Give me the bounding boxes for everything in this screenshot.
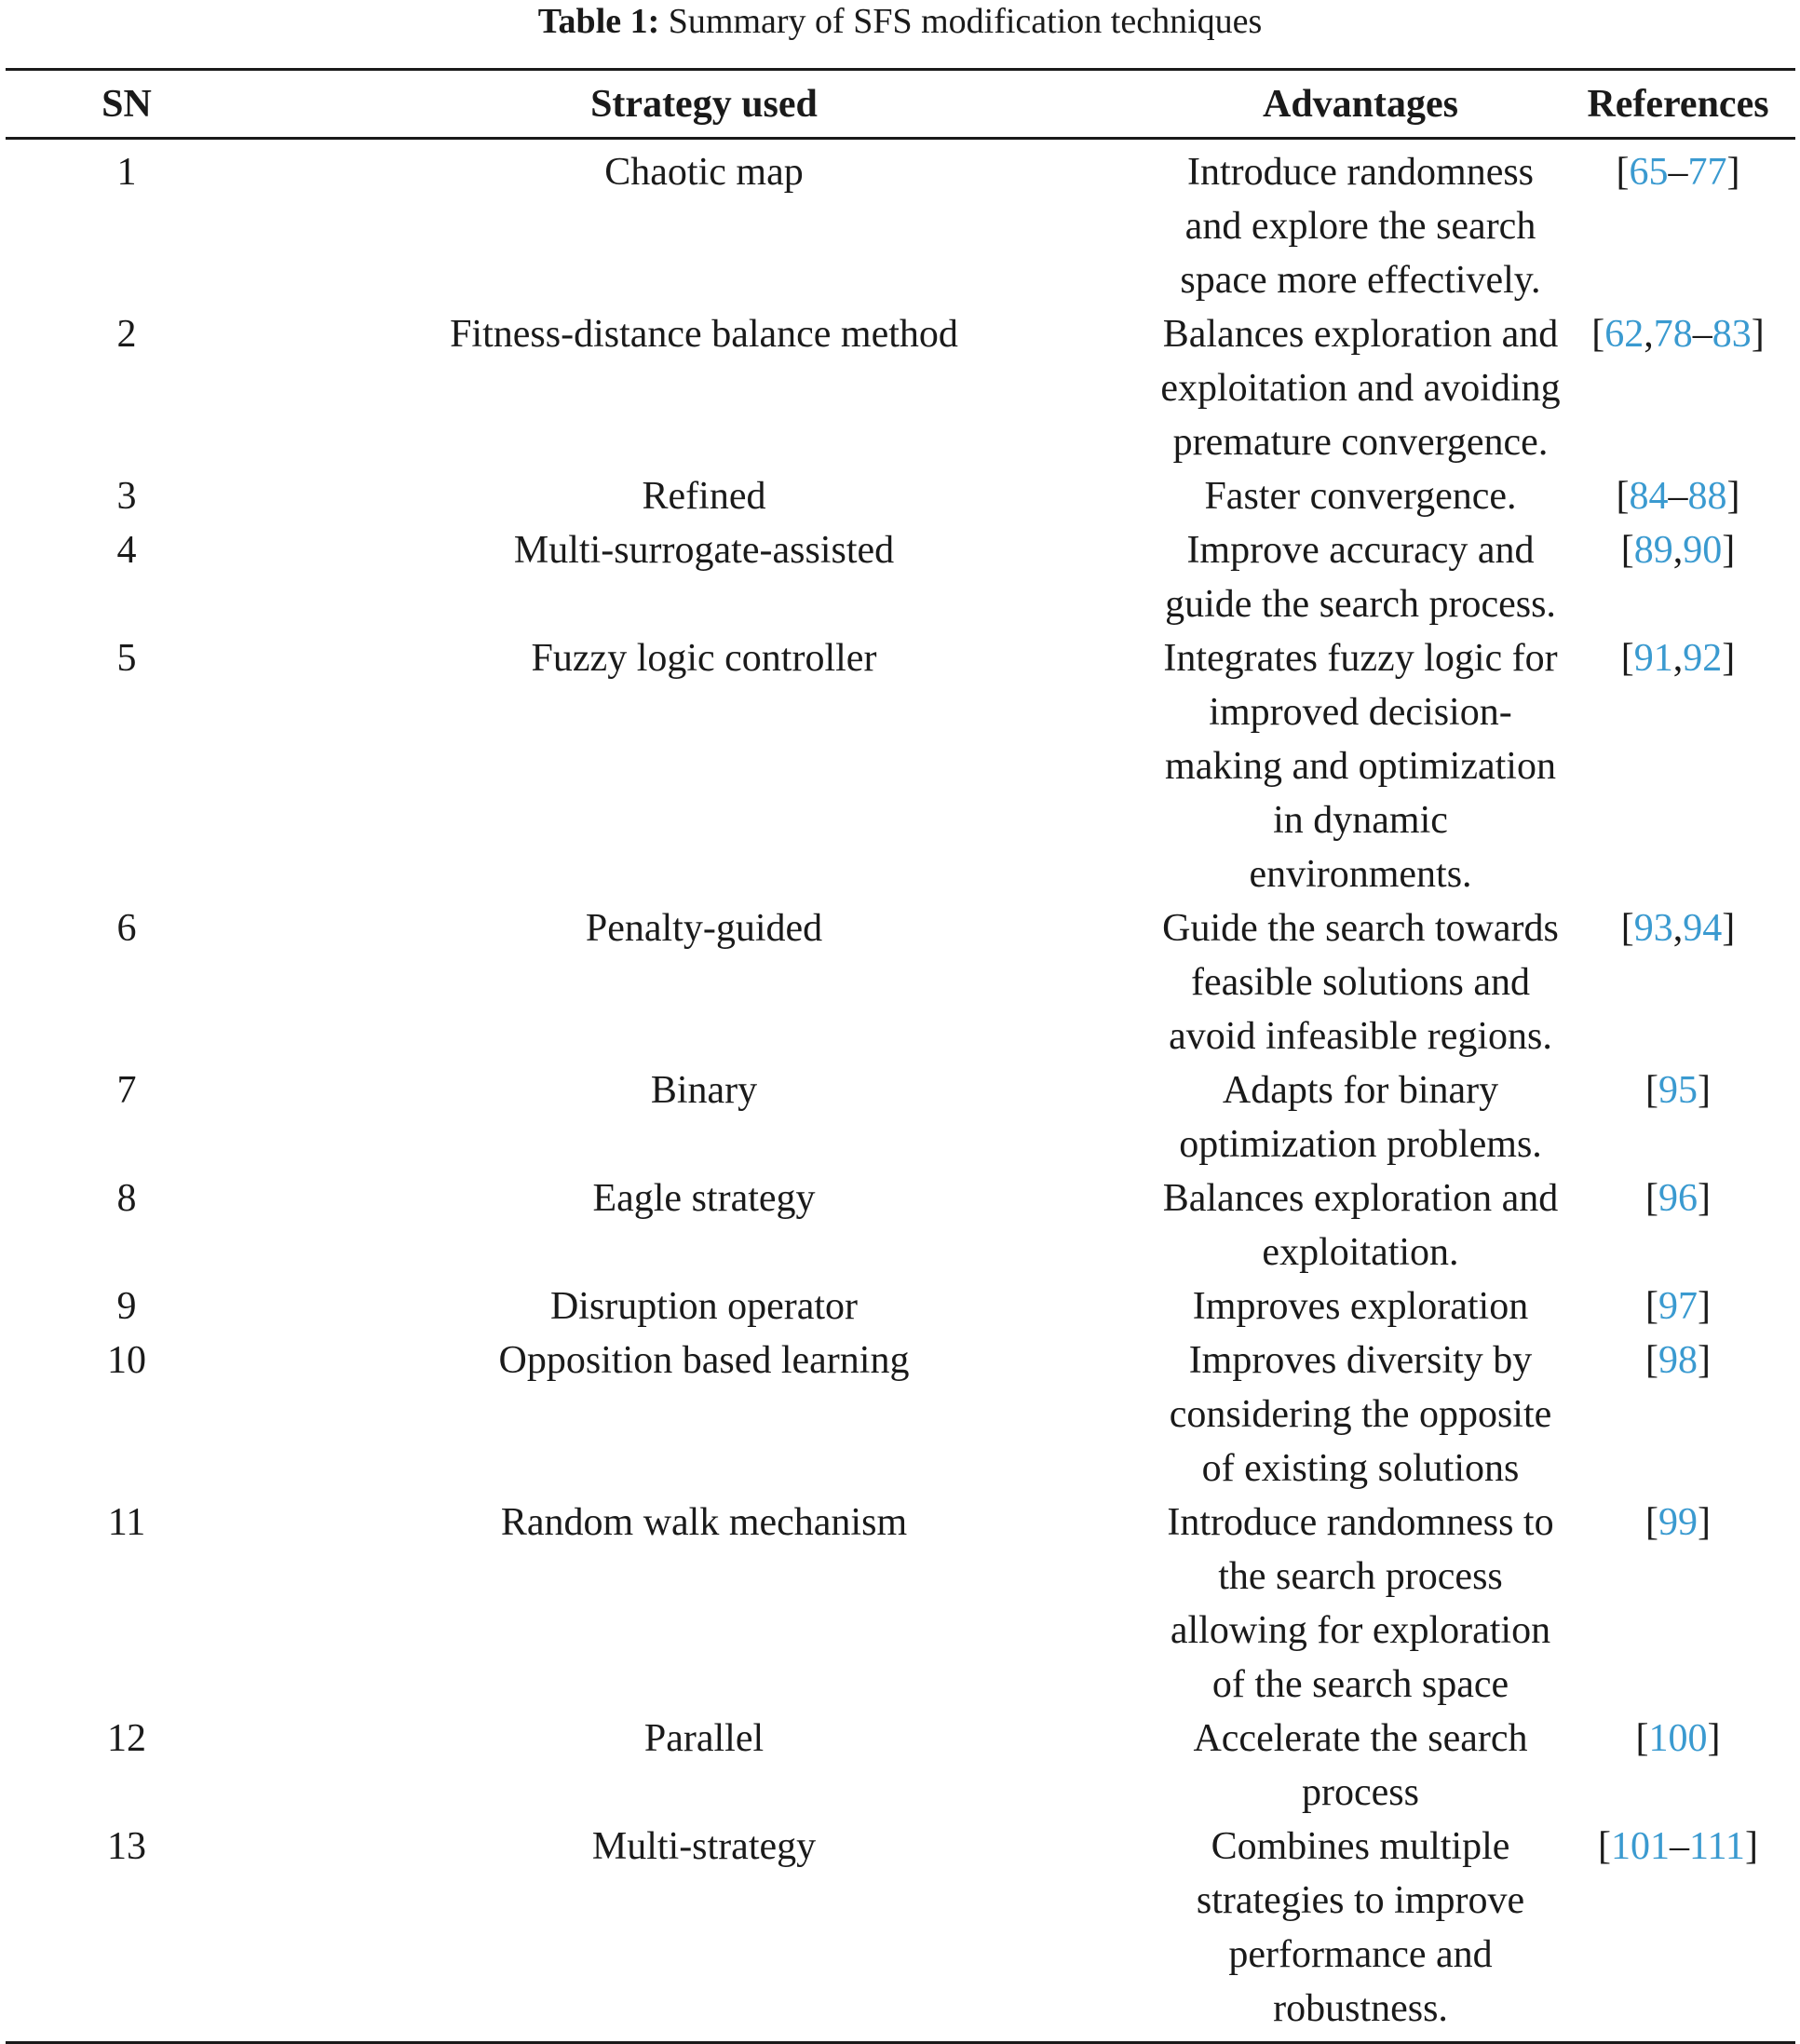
ref-bracket-open: [ [1616, 151, 1630, 194]
table-row [6, 1496, 1795, 1712]
cell-advantages: Combines multiple strategies to improve performance and robustness. [1196, 1825, 1525, 2030]
ref-bracket-close: ] [1698, 1501, 1711, 1544]
ref-separator: , [1672, 529, 1684, 572]
ref-bracket-close: ] [1698, 1177, 1711, 1220]
reference-link[interactable]: 91 [1633, 637, 1673, 680]
ref-bracket-close: ] [1722, 529, 1736, 572]
reference-link[interactable]: 93 [1633, 907, 1673, 950]
table-row [6, 139, 1795, 308]
cell-strategy: Opposition based learning [498, 1339, 910, 1382]
ref-bracket-open: [ [1620, 907, 1634, 950]
reference-link[interactable]: 101 [1611, 1825, 1671, 1868]
header-advantages: Advantages [1262, 82, 1459, 126]
caption-label: Table 1: [537, 2, 660, 41]
ref-bracket-close: ] [1726, 475, 1740, 518]
cell-sn: 9 [116, 1285, 137, 1328]
table-row [6, 523, 1795, 631]
cell-strategy: Penalty-guided [585, 907, 823, 950]
reference-link[interactable]: 83 [1712, 313, 1752, 356]
cell-references [1561, 1063, 1795, 1171]
reference-link[interactable]: 100 [1648, 1717, 1708, 1760]
ref-bracket-open: [ [1645, 1069, 1658, 1112]
cell-advantages: Balances exploration and exploitation and avoiding premature convergence. [1160, 313, 1561, 464]
cell-advantages: Balances exploration and exploitation. [1162, 1177, 1559, 1274]
ref-bracket-open: [ [1645, 1339, 1658, 1382]
ref-bracket-open: [ [1598, 1825, 1612, 1868]
reference-link[interactable]: 88 [1687, 475, 1727, 518]
cell-advantages: Accelerate the search process [1193, 1717, 1528, 1814]
ref-bracket-close: ] [1722, 907, 1736, 950]
header-sn: SN [102, 82, 152, 126]
cell-advantages: Introduce randomness and explore the search space more effectively. [1180, 151, 1541, 302]
ref-bracket-close: ] [1722, 637, 1736, 680]
reference-link[interactable]: 96 [1658, 1177, 1698, 1220]
table-row [6, 1712, 1795, 1820]
cell-advantages: Integrates fuzzy logic for improved decision-making and optimization in dynamic environments. [1163, 637, 1558, 896]
cell-references [1561, 1496, 1795, 1712]
cell-references [1561, 139, 1795, 308]
reference-link[interactable]: 89 [1633, 529, 1673, 572]
header-strategy: Strategy used [590, 82, 818, 126]
cell-advantages: Adapts for binary optimization problems. [1179, 1069, 1542, 1166]
cell-strategy: Multi-surrogate-assisted [513, 529, 895, 572]
table-row [6, 1820, 1795, 2043]
cell-references [1561, 631, 1795, 901]
ref-bracket-open: [ [1620, 529, 1634, 572]
cell-references [1561, 1712, 1795, 1820]
cell-advantages: Introduce randomness to the search process allowing for exploration of the search space [1167, 1501, 1554, 1706]
cell-advantages: Improves diversity by considering the opposite of existing solutions [1169, 1339, 1552, 1490]
cell-references [1561, 307, 1795, 469]
cell-strategy: Fitness-distance balance method [450, 313, 958, 356]
reference-link[interactable]: 78 [1653, 313, 1693, 356]
caption-text: Summary of SFS modification techniques [668, 2, 1263, 41]
cell-advantages: Improve accuracy and guide the search process. [1165, 529, 1556, 626]
cell-strategy: Multi-strategy [591, 1825, 817, 1868]
table-row [6, 469, 1795, 523]
ref-bracket-open: [ [1645, 1177, 1658, 1220]
cell-sn: 6 [116, 907, 137, 950]
table-row [6, 1279, 1795, 1333]
cell-references [1561, 901, 1795, 1063]
reference-link[interactable]: 97 [1658, 1285, 1698, 1328]
table-row [6, 1171, 1795, 1279]
table-body [6, 139, 1795, 2043]
cell-sn: 2 [116, 313, 137, 356]
cell-strategy: Eagle strategy [592, 1177, 816, 1220]
ref-bracket-close: ] [1698, 1069, 1711, 1112]
cell-strategy: Parallel [643, 1717, 765, 1760]
ref-bracket-close: ] [1698, 1285, 1711, 1328]
cell-strategy: Random walk mechanism [500, 1501, 908, 1544]
cell-advantages: Faster convergence. [1204, 475, 1517, 518]
cell-sn: 5 [116, 637, 137, 680]
ref-bracket-close: ] [1744, 1825, 1758, 1868]
ref-bracket-close: ] [1751, 313, 1765, 356]
ref-separator: – [1668, 475, 1688, 518]
ref-bracket-close: ] [1698, 1339, 1711, 1382]
table-row [6, 1063, 1795, 1171]
summary-table [6, 68, 1795, 2044]
ref-bracket-open: [ [1645, 1285, 1658, 1328]
table-caption [0, 0, 1800, 45]
reference-link[interactable]: 77 [1687, 151, 1727, 194]
cell-sn: 4 [116, 529, 137, 572]
cell-advantages: Improves exploration [1192, 1285, 1529, 1328]
ref-bracket-close: ] [1726, 151, 1740, 194]
cell-references [1561, 1171, 1795, 1279]
ref-separator: – [1692, 313, 1712, 356]
cell-strategy: Refined [642, 475, 766, 518]
cell-sn: 8 [116, 1177, 137, 1220]
cell-references [1561, 1279, 1795, 1333]
ref-separator: – [1670, 1825, 1690, 1868]
ref-separator: , [1672, 637, 1684, 680]
table-row [6, 631, 1795, 901]
reference-link[interactable]: 92 [1683, 637, 1723, 680]
cell-references [1561, 469, 1795, 523]
table-row [6, 307, 1795, 469]
table-row [6, 901, 1795, 1063]
reference-link[interactable]: 98 [1658, 1339, 1698, 1382]
reference-link[interactable]: 94 [1683, 907, 1723, 950]
ref-bracket-open: [ [1635, 1717, 1649, 1760]
ref-separator: , [1644, 313, 1654, 356]
reference-link[interactable]: 99 [1658, 1501, 1698, 1544]
cell-advantages: Guide the search towards feasible solutions and avoid infeasible regions. [1162, 907, 1559, 1058]
reference-link[interactable]: 95 [1658, 1069, 1698, 1112]
reference-link[interactable]: 65 [1629, 151, 1669, 194]
reference-link[interactable]: 84 [1629, 475, 1669, 518]
table-row [6, 1333, 1795, 1496]
cell-sn: 13 [107, 1825, 146, 1868]
ref-bracket-close: ] [1707, 1717, 1721, 1760]
cell-sn: 12 [107, 1717, 146, 1760]
cell-references [1561, 523, 1795, 631]
cell-strategy: Fuzzy logic controller [531, 637, 877, 680]
reference-link[interactable]: 111 [1689, 1825, 1745, 1868]
ref-bracket-open: [ [1616, 475, 1630, 518]
ref-bracket-open: [ [1620, 637, 1634, 680]
cell-strategy: Chaotic map [604, 151, 804, 194]
ref-bracket-open: [ [1591, 313, 1605, 356]
cell-sn: 1 [116, 151, 137, 194]
ref-separator: – [1668, 151, 1688, 194]
ref-separator: , [1672, 907, 1684, 950]
header-references: References [1587, 82, 1769, 126]
cell-sn: 11 [107, 1501, 146, 1544]
reference-link[interactable]: 90 [1683, 529, 1723, 572]
cell-strategy: Disruption operator [549, 1285, 859, 1328]
cell-sn: 7 [116, 1069, 137, 1112]
reference-link[interactable]: 62 [1604, 313, 1644, 356]
header-row [6, 70, 1795, 139]
cell-sn: 10 [107, 1339, 146, 1382]
cell-strategy: Binary [650, 1069, 758, 1112]
cell-sn: 3 [116, 475, 137, 518]
cell-references [1561, 1820, 1795, 2043]
ref-bracket-open: [ [1645, 1501, 1658, 1544]
cell-references [1561, 1333, 1795, 1496]
